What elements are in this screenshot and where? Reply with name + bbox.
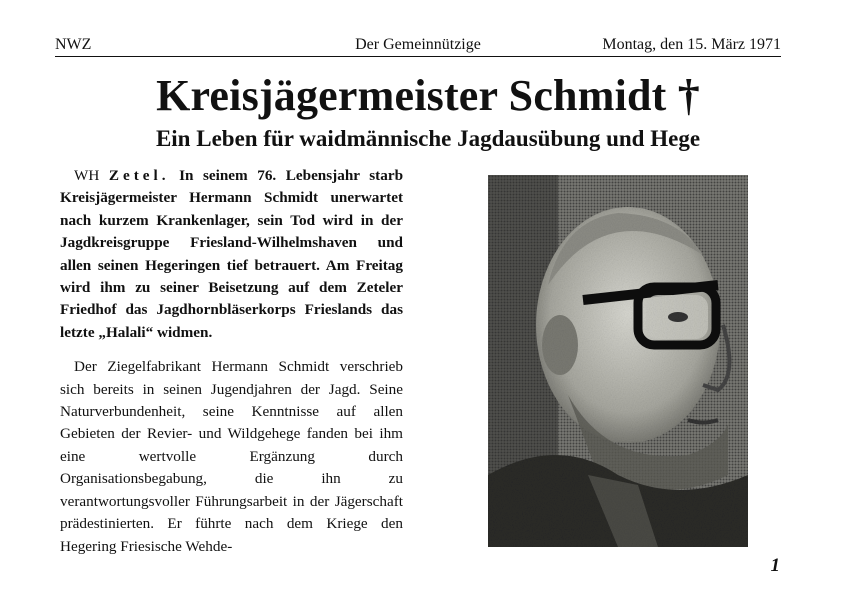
body-paragraph	[60, 356, 403, 558]
publication-name: Der Gemeinnützige	[355, 36, 481, 53]
lead-text: In seinem 76. Lebensjahr starb Kreisjägermeister Hermann Schmidt unerwartet nach kurzem Krankenlager, sein Tod wird in der Jagdkreisgruppe Friesland-Wilhelmshaven und allen seinen Hegeringen tief betrauert. Am Freitag wird ihm zu seiner Beisetzung auf dem Zeteler Friedhof das Jagdhornbläserkorps Frieslands das letzte „Halali“ widmen.	[60, 167, 404, 341]
page-number: 1	[770, 555, 780, 576]
portrait-photo	[488, 175, 748, 547]
dateline: Zetel.	[108, 167, 170, 184]
article-column	[60, 165, 403, 558]
article-title: Kreisjägermeister Schmidt †	[156, 71, 700, 120]
page-header	[55, 36, 781, 57]
newspaper-name: NWZ	[55, 36, 92, 53]
author-initials: WH	[74, 167, 100, 184]
portrait-image	[488, 175, 748, 547]
lead-paragraph	[60, 165, 403, 344]
publication-date: Montag, den 15. März 1971	[602, 36, 781, 53]
body-text: Der Ziegelfabrikant Hermann Schmidt verschrieb sich bereits in seinen Jugendjahren der Jagd. Seine Naturverbundenheit, seine Kenntnisse auf allen Gebieten der Revier- und Wildgehege fanden bei ihm eine wertvolle Ergänzung durch Organisationsbegabung, die ihn zu verantwortungsvoller Führungsarbeit in der Jägerschaft prädestinierten. Er führte nach dem Kriege den Hegering Friesische Wehde-	[60, 358, 403, 555]
article-subtitle: Ein Leben für waidmännische Jagdausübung und Hege	[155, 126, 701, 151]
